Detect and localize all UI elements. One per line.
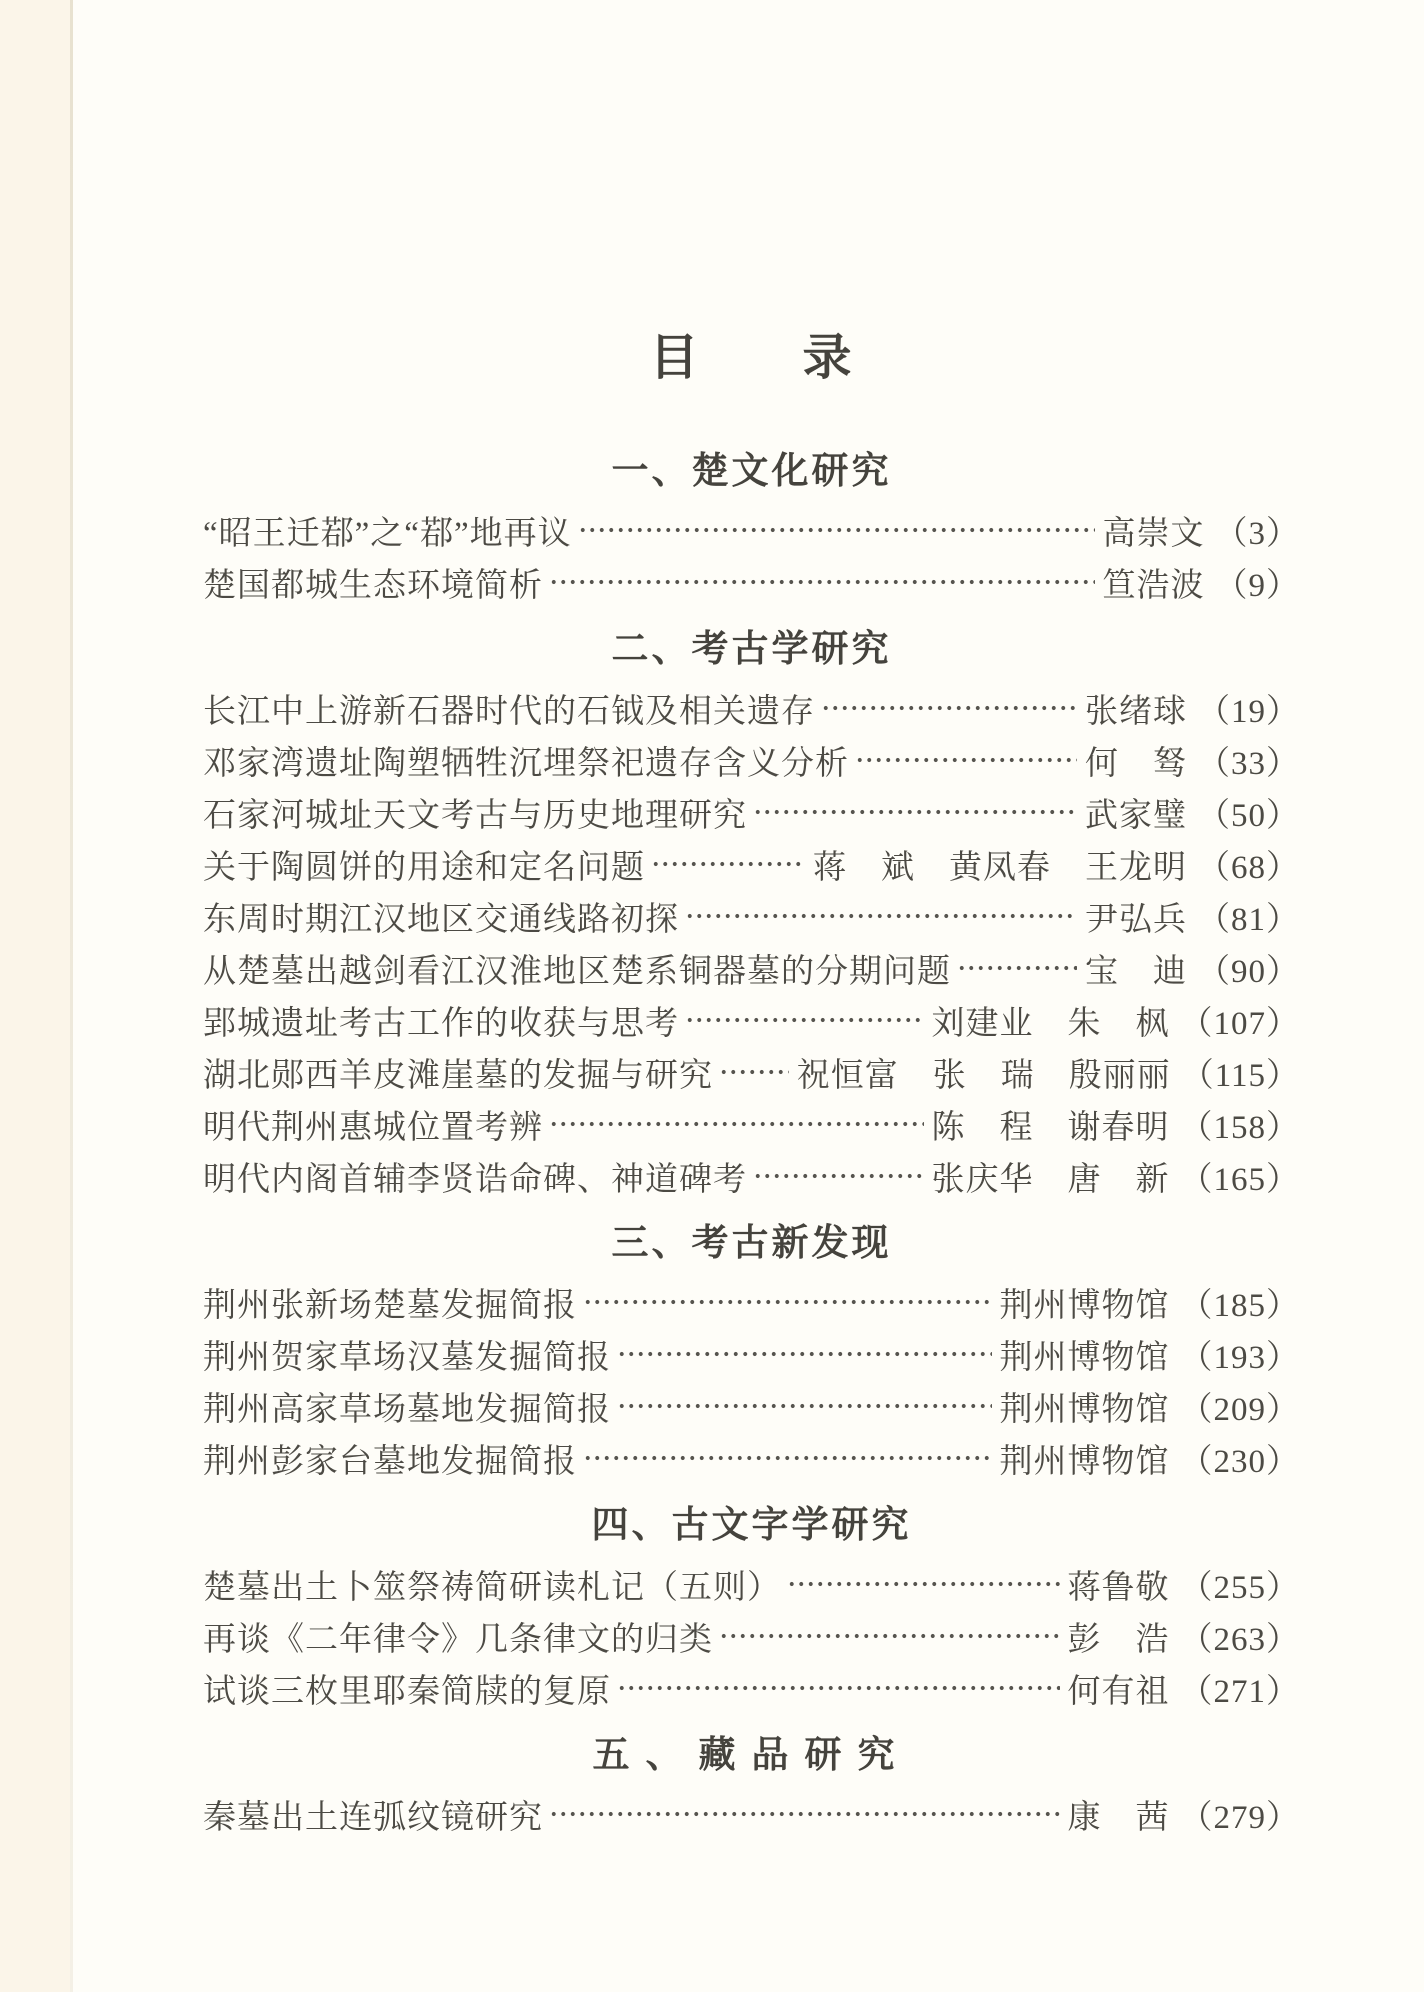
dot-leader — [753, 786, 1077, 838]
entry-page: （50） — [1197, 797, 1300, 834]
entry-authors: 何有祖 — [1067, 1673, 1170, 1710]
dot-leader — [583, 1432, 992, 1484]
entry-page: （271） — [1179, 1673, 1300, 1710]
entry-authors: 蒋 斌 黄凤春 王龙明 — [813, 849, 1187, 886]
dot-leader — [753, 1150, 924, 1202]
dot-leader — [549, 556, 1095, 608]
entry-authors: 何 驽 — [1085, 745, 1187, 782]
entry-page: （255） — [1179, 1569, 1300, 1606]
entry-page: （19） — [1197, 693, 1300, 730]
section-heading-5: 五、藏品研究 — [592, 1734, 911, 1775]
entry-title: 石家河城址天文考古与历史地理研究 — [203, 797, 747, 834]
toc-entry — [203, 838, 1300, 890]
entry-title: 再谈《二年律令》几条律文的归类 — [203, 1621, 713, 1658]
entry-title: 从楚墓出越剑看江汉淮地区楚系铜器墓的分期问题 — [203, 953, 951, 990]
entry-title: 关于陶圆饼的用途和定名问题 — [203, 849, 645, 886]
toc-entry — [203, 682, 1300, 734]
entry-title: 邓家湾遗址陶塑牺牲沉埋祭祀遗存含义分析 — [203, 745, 849, 782]
entry-page: （115） — [1180, 1057, 1300, 1094]
entry-page: （279） — [1179, 1799, 1300, 1836]
entry-authors: 宝 迪 — [1085, 953, 1187, 990]
toc-entry — [203, 994, 1300, 1046]
entry-page: （68） — [1197, 849, 1300, 886]
entry-title: 荆州贺家草场汉墓发掘简报 — [203, 1339, 611, 1376]
dot-leader — [583, 1276, 992, 1328]
entry-title: 东周时期江汉地区交通线路初探 — [203, 901, 679, 938]
toc-entry — [203, 1380, 1300, 1432]
entry-authors: 荆州博物馆 — [999, 1287, 1170, 1324]
page-edge-line — [70, 0, 73, 1992]
entry-page: （3） — [1214, 515, 1300, 552]
entry-title: 试谈三枚里耶秦简牍的复原 — [203, 1673, 611, 1710]
dot-leader — [787, 1558, 1060, 1610]
section-heading-4: 四、古文字学研究 — [591, 1504, 912, 1545]
entry-title: 楚墓出土卜筮祭祷简研读札记（五则） — [203, 1569, 781, 1606]
toc-entry — [203, 1098, 1300, 1150]
toc-entry — [203, 1046, 1300, 1098]
toc-entry — [203, 1662, 1300, 1714]
entry-page: （33） — [1197, 745, 1300, 782]
toc-entry — [203, 786, 1300, 838]
dot-leader — [719, 1046, 789, 1098]
toc-entry — [203, 504, 1300, 556]
entry-page: （158） — [1179, 1109, 1300, 1146]
toc-entry — [203, 1150, 1300, 1202]
page-title: 目 录 — [649, 331, 854, 385]
dot-leader — [821, 682, 1077, 734]
dot-leader — [719, 1610, 1060, 1662]
dot-leader — [685, 994, 924, 1046]
toc-entry — [203, 1788, 1300, 1840]
toc-page — [203, 0, 1300, 1840]
entry-page: （165） — [1179, 1161, 1300, 1198]
entry-page: （209） — [1179, 1391, 1300, 1428]
dot-leader — [549, 1788, 1060, 1840]
dot-leader — [617, 1662, 1060, 1714]
entry-title: 明代内阁首辅李贤诰命碑、神道碑考 — [203, 1161, 747, 1198]
dot-leader — [617, 1380, 992, 1432]
toc-entry — [203, 1276, 1300, 1328]
toc-entry — [203, 1432, 1300, 1484]
section-heading-2: 二、考古学研究 — [611, 628, 892, 669]
entry-authors: 武家璧 — [1085, 797, 1187, 834]
entry-title: 长江中上游新石器时代的石钺及相关遗存 — [203, 693, 815, 730]
entry-title: “昭王迁鄀”之“鄀”地再议 — [203, 515, 572, 552]
dot-leader — [855, 734, 1077, 786]
entry-title: 湖北郧西羊皮滩崖墓的发掘与研究 — [203, 1057, 713, 1094]
dot-leader — [578, 504, 1095, 556]
entry-title: 秦墓出土连弧纹镜研究 — [203, 1799, 543, 1836]
dot-leader — [617, 1328, 992, 1380]
entry-page: （90） — [1197, 953, 1300, 990]
entry-authors: 张庆华 唐 新 — [931, 1161, 1170, 1198]
toc-entry — [203, 890, 1300, 942]
entry-title: 荆州高家草场墓地发掘简报 — [203, 1391, 611, 1428]
entry-authors: 荆州博物馆 — [999, 1339, 1170, 1376]
entry-authors: 刘建业 朱 枫 — [931, 1005, 1170, 1042]
toc-entry — [203, 556, 1300, 608]
entry-title: 明代荆州惠城位置考辨 — [203, 1109, 543, 1146]
dot-leader — [651, 838, 805, 890]
section-heading-1: 一、楚文化研究 — [611, 450, 892, 491]
dot-leader — [957, 942, 1077, 994]
entry-page: （230） — [1179, 1443, 1300, 1480]
section-heading-3: 三、考古新发现 — [611, 1222, 892, 1263]
entry-authors: 蒋鲁敬 — [1067, 1569, 1170, 1606]
entry-page: （185） — [1179, 1287, 1300, 1324]
toc-entry — [203, 1610, 1300, 1662]
toc-entry — [203, 942, 1300, 994]
entry-authors: 彭 浩 — [1067, 1621, 1170, 1658]
entry-authors: 康 茜 — [1067, 1799, 1170, 1836]
toc-entry — [203, 1328, 1300, 1380]
entry-page: （193） — [1179, 1339, 1300, 1376]
entry-title: 郢城遗址考古工作的收获与思考 — [203, 1005, 679, 1042]
page-edge-shadow — [0, 0, 70, 1992]
entry-authors: 陈 程 谢春明 — [931, 1109, 1170, 1146]
entry-authors: 高崇文 — [1102, 515, 1205, 552]
entry-authors: 荆州博物馆 — [999, 1391, 1170, 1428]
entry-title: 荆州彭家台墓地发掘简报 — [203, 1443, 577, 1480]
entry-title: 荆州张新场楚墓发掘简报 — [203, 1287, 577, 1324]
entry-page: （107） — [1179, 1005, 1300, 1042]
toc-entry — [203, 734, 1300, 786]
entry-title: 楚国都城生态环境简析 — [203, 567, 543, 604]
dot-leader — [549, 1098, 924, 1150]
entry-page: （81） — [1197, 901, 1300, 938]
entry-authors: 荆州博物馆 — [999, 1443, 1170, 1480]
entry-page: （263） — [1179, 1621, 1300, 1658]
dot-leader — [685, 890, 1077, 942]
entry-authors: 祝恒富 张 瑞 殷丽丽 — [796, 1057, 1171, 1094]
entry-authors: 张绪球 — [1085, 693, 1187, 730]
entry-authors: 尹弘兵 — [1085, 901, 1187, 938]
toc-entry — [203, 1558, 1300, 1610]
entry-page: （9） — [1214, 567, 1300, 604]
entry-authors: 笪浩波 — [1102, 567, 1205, 604]
